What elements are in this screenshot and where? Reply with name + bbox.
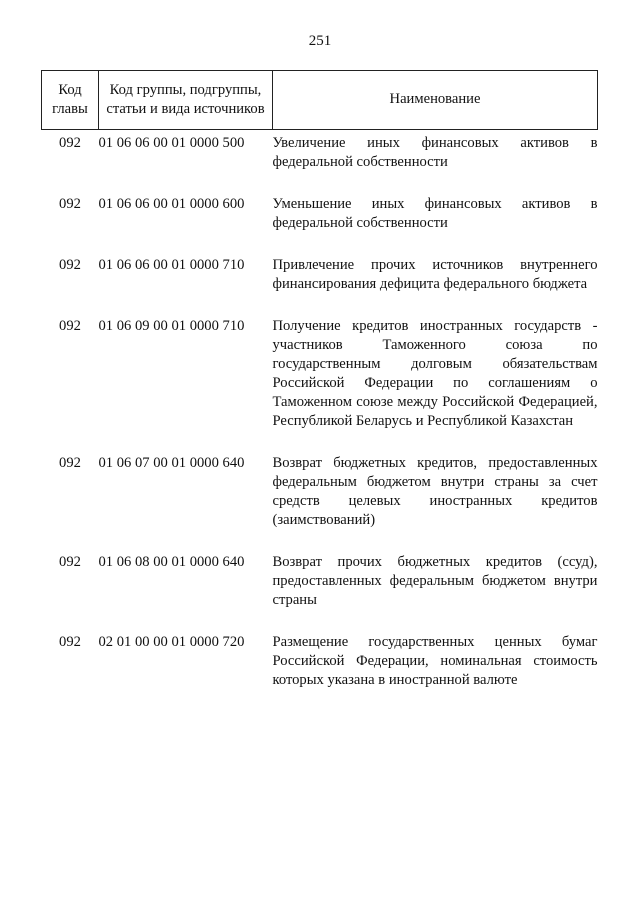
- table-row: [42, 252, 598, 313]
- source-code-cell: 01 06 08 00 01 0000 640: [98, 554, 245, 570]
- source-code-cell: 01 06 06 00 01 0000 600: [98, 196, 245, 212]
- header-row: [42, 71, 598, 130]
- table-row: [42, 629, 598, 709]
- table-body: [42, 130, 598, 710]
- table-row: [42, 313, 598, 450]
- source-code-cell: 01 06 06 00 01 0000 500: [98, 135, 245, 151]
- header-name: Наименование: [273, 71, 598, 130]
- chapter-code-cell: 092: [59, 257, 81, 273]
- header-chapter-code: Код главы: [42, 71, 99, 130]
- chapter-code-cell: 092: [59, 455, 81, 471]
- chapter-code-cell: 092: [59, 135, 81, 151]
- name-cell: Размещение государственных ценных бумаг Российской Федерации, номинальная стоимость которых указана в иностранной валюте: [272, 634, 598, 688]
- name-cell: Возврат бюджетных кредитов, предоставленных федеральным бюджетом внутри страны за счет средств целевых иностранных кредитов (заимствований): [272, 455, 598, 528]
- table-header: [42, 71, 598, 130]
- name-cell: Уменьшение иных финансовых активов в федеральной собственности: [272, 196, 598, 231]
- name-cell: Возврат прочих бюджетных кредитов (ссуд), предоставленных федеральным бюджетом внутри страны: [272, 554, 598, 608]
- chapter-code-cell: 092: [59, 634, 81, 650]
- table-row: [42, 450, 598, 549]
- name-cell: Увеличение иных финансовых активов в федеральной собственности: [272, 135, 598, 170]
- source-code-cell: 01 06 09 00 01 0000 710: [98, 318, 245, 334]
- table-row: [42, 191, 598, 252]
- table-row: [42, 549, 598, 629]
- name-cell: Получение кредитов иностранных государств - участников Таможенного союза по государственным долговым обязательствам Российской Федерации по соглашениям о Таможенном союзе между Российской Федерацией, Республикой Беларусь и Республикой Казахстан: [272, 318, 598, 429]
- chapter-code-cell: 092: [59, 196, 81, 212]
- header-source-code: Код группы, подгруппы, статьи и вида источников: [99, 71, 273, 130]
- budget-codes-table: [41, 70, 598, 709]
- table-row: [42, 130, 598, 192]
- chapter-code-cell: 092: [59, 554, 81, 570]
- name-cell: Привлечение прочих источников внутреннего финансирования дефицита федерального бюджета: [272, 257, 598, 292]
- source-code-cell: 01 06 07 00 01 0000 640: [98, 455, 245, 471]
- source-code-cell: 01 06 06 00 01 0000 710: [98, 257, 245, 273]
- page-number: 251: [308, 33, 332, 49]
- chapter-code-cell: 092: [59, 318, 81, 334]
- source-code-cell: 02 01 00 00 01 0000 720: [98, 634, 245, 650]
